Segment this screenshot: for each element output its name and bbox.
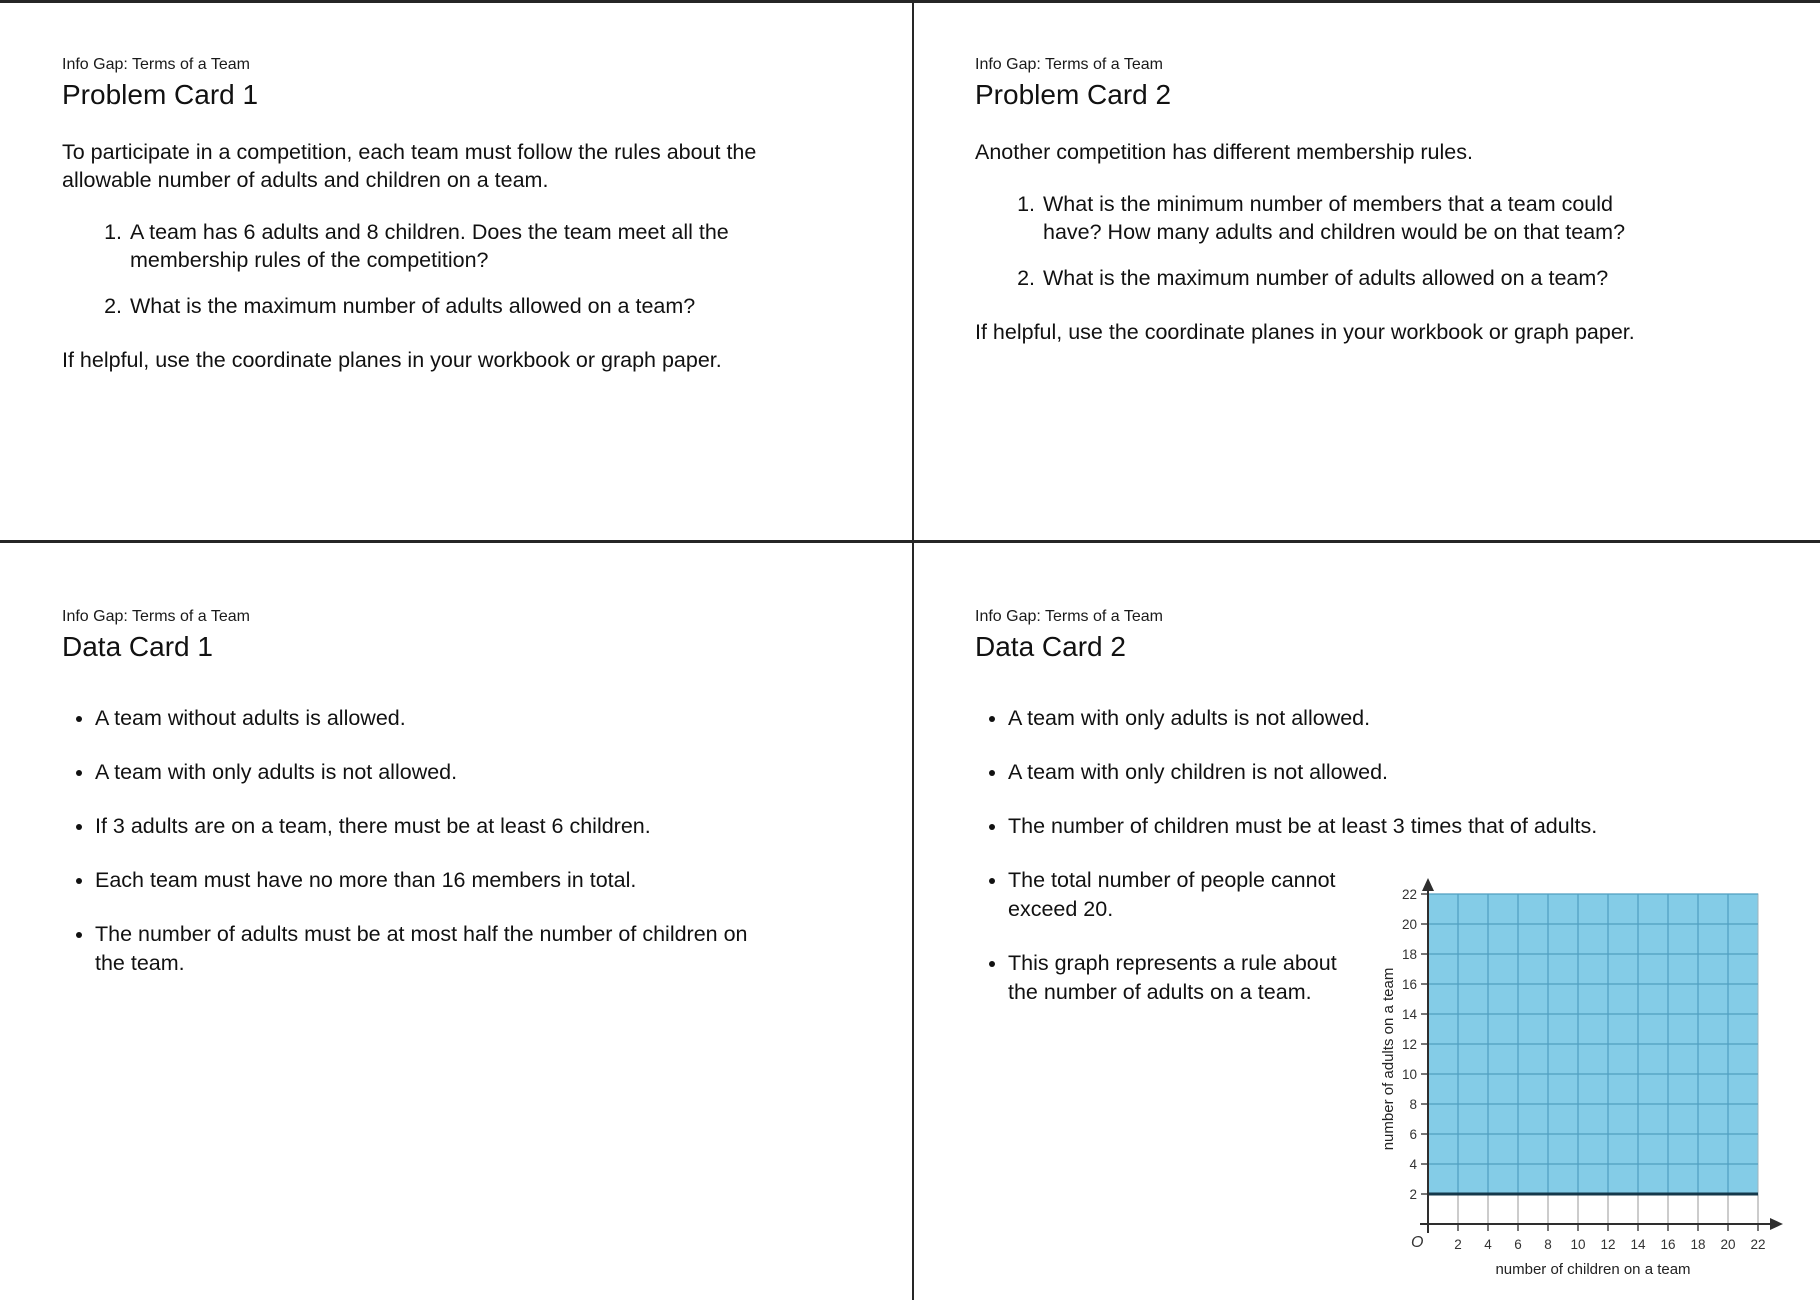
card-title: Problem Card 2 [975, 79, 1172, 110]
list-item: 1. What is the minimum number of members that a team could have? How many adults and children would be on that team? [1041, 190, 1675, 246]
svg-text:20: 20 [1401, 916, 1417, 932]
bullet-item: • The number of children must be at least 3 times that of adults. [1008, 812, 1708, 841]
bullet-item: • The total number of people cannot exceed 20. [1008, 866, 1348, 924]
bullet-item: • A team without adults is allowed. [95, 704, 762, 733]
bullet-item: • Each team must have no more than 16 members in total. [95, 866, 762, 895]
card-outro: If helpful, use the coordinate planes in your workbook or graph paper. [975, 320, 1635, 344]
list-item: 2. What is the maximum number of adults allowed on a team? [128, 292, 762, 320]
svg-text:6: 6 [1409, 1126, 1417, 1142]
card-kicker: Info Gap: Terms of a Team [62, 608, 250, 625]
data-bullet-list [975, 704, 1708, 841]
svg-text:10: 10 [1401, 1066, 1417, 1082]
svg-text:2: 2 [1409, 1186, 1417, 1202]
svg-text:4: 4 [1409, 1156, 1417, 1172]
graph-container [1380, 872, 1784, 1287]
svg-text:2: 2 [1454, 1237, 1462, 1252]
problem-question-list [975, 190, 1675, 292]
svg-text:4: 4 [1484, 1237, 1492, 1252]
rule-graph [1380, 872, 1784, 1280]
card-intro: To participate in a competition, each team must follow the rules about the allowable number of adults and children on a team. [62, 140, 757, 192]
bullet-item: • The number of adults must be at most half the number of children on the team. [95, 920, 762, 978]
list-item: 1. A team has 6 adults and 8 children. Does the team meet all the membership rules of the competition? [128, 218, 762, 274]
svg-text:22: 22 [1401, 886, 1417, 902]
problem-card-1 [0, 3, 912, 540]
data-bullet-list [62, 704, 762, 978]
svg-text:8: 8 [1409, 1096, 1417, 1112]
bullet-item: • A team with only adults is not allowed. [1008, 704, 1708, 733]
problem-question-list [62, 218, 762, 320]
list-item: 2. What is the maximum number of adults allowed on a team? [1041, 264, 1675, 292]
bullet-item: • A team with only adults is not allowed. [95, 758, 762, 787]
bullet-item: • A team with only children is not allowed. [1008, 758, 1708, 787]
svg-text:16: 16 [1660, 1237, 1676, 1252]
data-card-2 [912, 540, 1820, 1300]
data-card-1 [0, 540, 912, 1300]
card-kicker: Info Gap: Terms of a Team [975, 608, 1163, 625]
data-bullet-list-narrow [975, 866, 1348, 1032]
svg-text:6: 6 [1514, 1237, 1522, 1252]
card-title: Problem Card 1 [62, 79, 259, 110]
svg-text:14: 14 [1630, 1237, 1646, 1252]
svg-text:O: O [1411, 1234, 1424, 1251]
svg-text:10: 10 [1570, 1237, 1586, 1252]
card-kicker: Info Gap: Terms of a Team [975, 56, 1163, 73]
svg-text:14: 14 [1401, 1006, 1417, 1022]
svg-text:18: 18 [1401, 946, 1417, 962]
svg-text:12: 12 [1600, 1237, 1616, 1252]
card-intro: Another competition has different membership rules. [975, 140, 1473, 164]
svg-text:number of adults on a team: number of adults on a team [1380, 967, 1397, 1151]
card-kicker: Info Gap: Terms of a Team [62, 56, 250, 73]
bullet-item: • If 3 adults are on a team, there must be at least 6 children. [95, 812, 762, 841]
svg-text:18: 18 [1690, 1237, 1706, 1252]
svg-text:12: 12 [1401, 1036, 1417, 1052]
card-title: Data Card 2 [975, 631, 1126, 662]
svg-text:20: 20 [1720, 1237, 1736, 1252]
card-title: Data Card 1 [62, 631, 213, 662]
svg-text:8: 8 [1544, 1237, 1552, 1252]
svg-text:22: 22 [1750, 1237, 1766, 1252]
svg-text:number of children on a team: number of children on a team [1495, 1261, 1691, 1278]
card-outro: If helpful, use the coordinate planes in your workbook or graph paper. [62, 348, 722, 372]
bullet-item: • This graph represents a rule about the number of adults on a team. [1008, 949, 1348, 1007]
problem-card-2 [912, 3, 1820, 540]
svg-text:16: 16 [1401, 976, 1417, 992]
